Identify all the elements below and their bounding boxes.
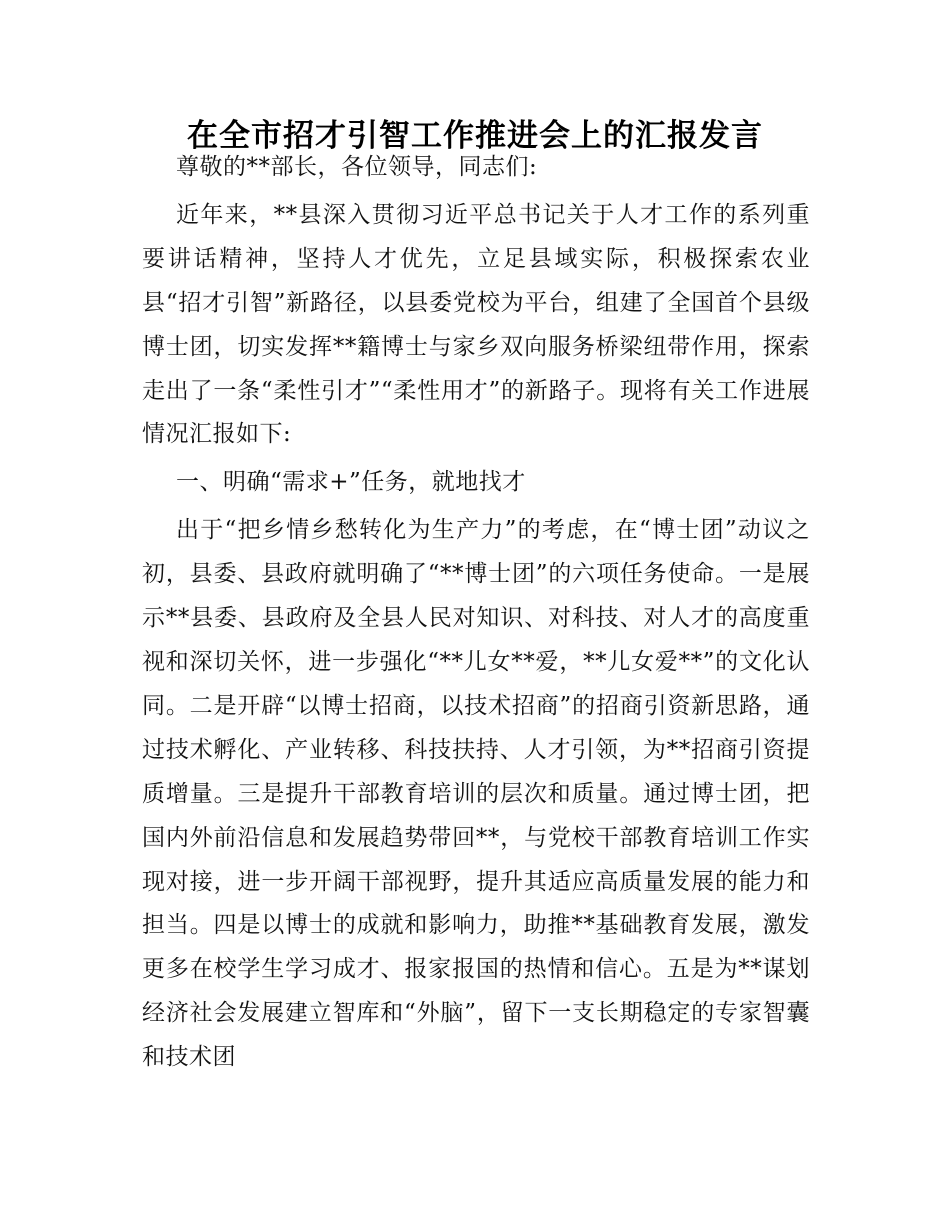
section-paragraph: 出于“把乡情乡愁转化为生产力”的考虑，在“博士团”动议之初，县委、县政府就明确了“**博士团”的六项任务使命。一是展示**县委、县政府及全县人民对知识、对科技、对人才的高度重视和深切关怀，进一步强化“**儿女**爱，**儿女爱**”的文化认同。二是开辟“以博士招商，以技术招商”的招商引资新思路，通过技术孵化、产业转移、科技扶持、人才引领，为**招商引资提质增量。三是提升干部教育培训的层次和质量。通过博士团，把国内外前沿信息和发展趋势带回**，与党校干部教育培训工作实现对接，进一步开阔干部视野，提升其适应高质量发展的能力和担当。四是以博士的成就和影响力，助推**基础教育发展，激发更多在校学生学习成才、报家报国的热情和信心。五是为**谋划经济社会发展建立智库和“外脑”，留下一支长期稳定的专家智囊和技术团: [142, 517, 810, 1071]
section-heading: 一、明确“需求+”任务，就地找才: [176, 469, 526, 496]
document-title: 在全市招才引智工作推进会上的汇报发言: [187, 118, 763, 154]
intro-paragraph: 近年来，**县深入贯彻习近平总书记关于人才工作的系列重要讲话精神，坚持人才优先，立足县域实际，积极探索农业县“招才引智”新路径，以县委党校为平台，组建了全国首个县级博士团，切实发挥**籍博士与家乡双向服务桥梁纽带作用，探索走出了一条“柔性引才”“柔性用才”的新路子。现将有关工作进展情况汇报如下:: [142, 201, 810, 448]
document-body: [142, 146, 810, 1080]
salutation: 尊敬的**部长，各位领导，同志们:: [176, 154, 538, 180]
